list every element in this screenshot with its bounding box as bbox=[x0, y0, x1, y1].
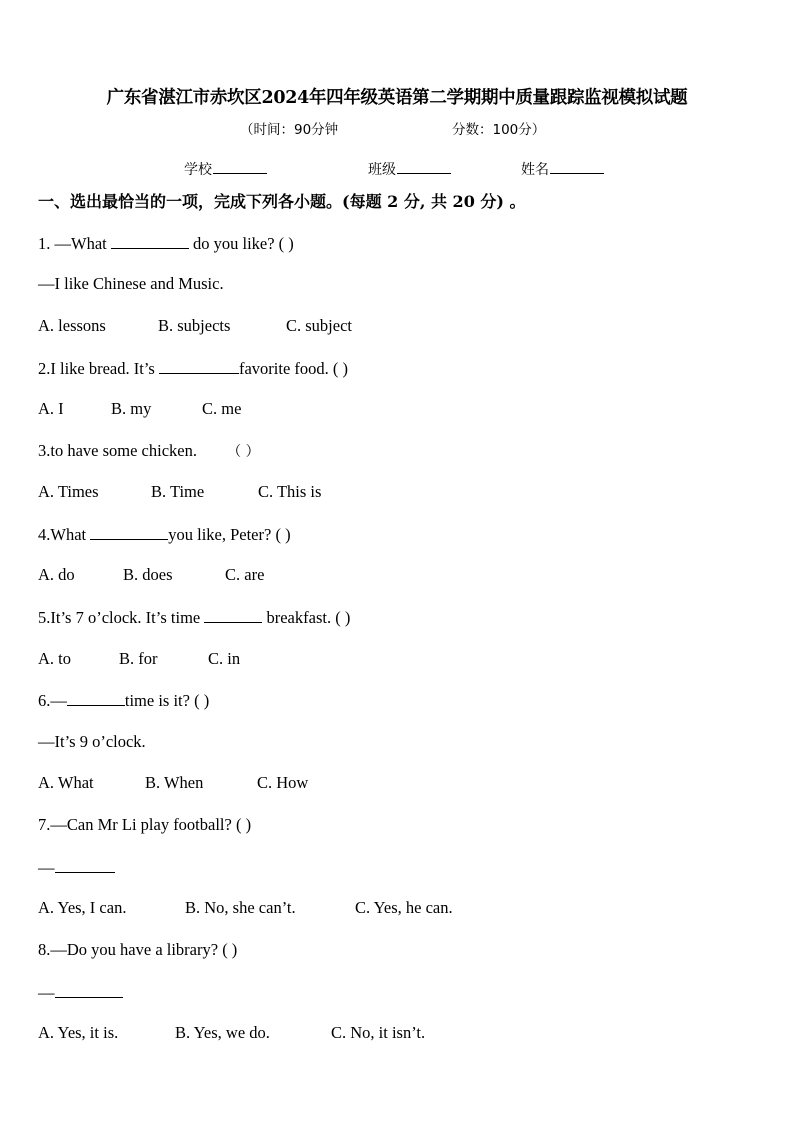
question-2-option-a: A. I bbox=[38, 399, 64, 418]
name-label: 姓名 bbox=[521, 162, 549, 178]
question-6-reply: —It’s 9 o’clock. bbox=[38, 732, 146, 751]
question-8-reply bbox=[38, 982, 123, 1003]
question-6-text-post: time is it? ( ) bbox=[124, 691, 210, 710]
answer-blank bbox=[55, 982, 123, 998]
question-6 bbox=[38, 690, 209, 711]
question-8-option-c: C. No, it isn’t. bbox=[331, 1023, 426, 1042]
answer-blank bbox=[111, 233, 189, 249]
question-8: 8.—Do you have a library? ( ) bbox=[38, 940, 238, 959]
question-7-option-a: A. Yes, I can. bbox=[38, 898, 127, 917]
question-1-option-c: C. subject bbox=[286, 316, 352, 335]
question-7: 7.—Can Mr Li play football? ( ) bbox=[38, 815, 252, 834]
exam-title: 广东省湛江市赤坎区2024年四年级英语第二学期期中质量跟踪监视模拟试题 bbox=[106, 88, 688, 108]
question-7-reply bbox=[38, 857, 115, 878]
exam-subtitle bbox=[0, 118, 794, 138]
question-3 bbox=[38, 441, 260, 461]
exam-score: 分数：100分） bbox=[452, 122, 546, 138]
question-2-option-c: C. me bbox=[202, 399, 242, 418]
question-1-text-pre: 1. —What bbox=[38, 234, 107, 253]
question-3-option-c: C. This is bbox=[258, 482, 322, 501]
question-1-reply: —I like Chinese and Music. bbox=[38, 274, 224, 293]
answer-blank bbox=[67, 690, 125, 706]
question-5-option-a: A. to bbox=[38, 649, 71, 668]
section-heading: 一、选出最恰当的一项，完成下列各小题。(每题 2 分, 共 20 分) 。 bbox=[38, 192, 526, 211]
question-7-reply-dash: — bbox=[38, 858, 55, 877]
question-1 bbox=[38, 233, 294, 254]
question-4-option-a: A. do bbox=[38, 565, 75, 584]
question-5-option-c: C. in bbox=[208, 649, 241, 668]
school-label: 学校 bbox=[184, 162, 212, 178]
question-4-text-pre: 4.What bbox=[38, 525, 87, 544]
question-8-option-a: A. Yes, it is. bbox=[38, 1023, 119, 1042]
question-5-text-pre: 5.It’s 7 o’clock. It’s time bbox=[38, 608, 201, 627]
question-8-option-b: B. Yes, we do. bbox=[175, 1023, 270, 1042]
question-8-reply-dash: — bbox=[38, 983, 55, 1002]
question-7-option-b: B. No, she can’t. bbox=[185, 898, 296, 917]
class-blank bbox=[397, 159, 451, 174]
question-4-option-c: C. are bbox=[225, 565, 265, 584]
question-6-option-a: A. What bbox=[38, 773, 94, 792]
question-5 bbox=[38, 607, 350, 628]
school-field bbox=[184, 159, 267, 179]
answer-blank bbox=[204, 607, 262, 623]
name-blank bbox=[550, 159, 604, 174]
student-info-row bbox=[0, 159, 794, 179]
question-2-option-b: B. my bbox=[111, 399, 152, 418]
question-1-text-post: do you like? ( ) bbox=[192, 234, 294, 253]
question-5-option-b: B. for bbox=[119, 649, 158, 668]
question-7-option-c: C. Yes, he can. bbox=[355, 898, 453, 917]
question-6-option-c: C. How bbox=[257, 773, 309, 792]
question-4-text-post: you like, Peter? ( ) bbox=[168, 525, 291, 544]
name-field bbox=[521, 159, 604, 179]
question-2 bbox=[38, 358, 348, 379]
question-4 bbox=[38, 524, 291, 545]
class-label: 班级 bbox=[368, 162, 396, 178]
question-6-text-pre: 6.— bbox=[38, 691, 67, 710]
question-3-text-post: （ ） bbox=[227, 444, 260, 460]
answer-blank bbox=[159, 358, 239, 374]
question-1-option-b: B. subjects bbox=[158, 316, 231, 335]
question-3-text-pre: 3.to have some chicken. bbox=[38, 441, 197, 460]
question-3-option-b: B. Time bbox=[151, 482, 205, 501]
question-3-option-a: A. Times bbox=[38, 482, 99, 501]
question-2-text-post: favorite food. ( ) bbox=[238, 359, 349, 378]
question-4-option-b: B. does bbox=[123, 565, 173, 584]
question-1-option-a: A. lessons bbox=[38, 316, 106, 335]
class-field bbox=[368, 159, 451, 179]
question-6-option-b: B. When bbox=[145, 773, 204, 792]
answer-blank bbox=[55, 857, 115, 873]
school-blank bbox=[213, 159, 267, 174]
answer-blank bbox=[90, 524, 168, 540]
question-2-text-pre: 2.I like bread. It’s bbox=[38, 359, 155, 378]
question-5-text-post: breakfast. ( ) bbox=[266, 608, 351, 627]
exam-time: （时间：90分钟 bbox=[240, 122, 339, 138]
